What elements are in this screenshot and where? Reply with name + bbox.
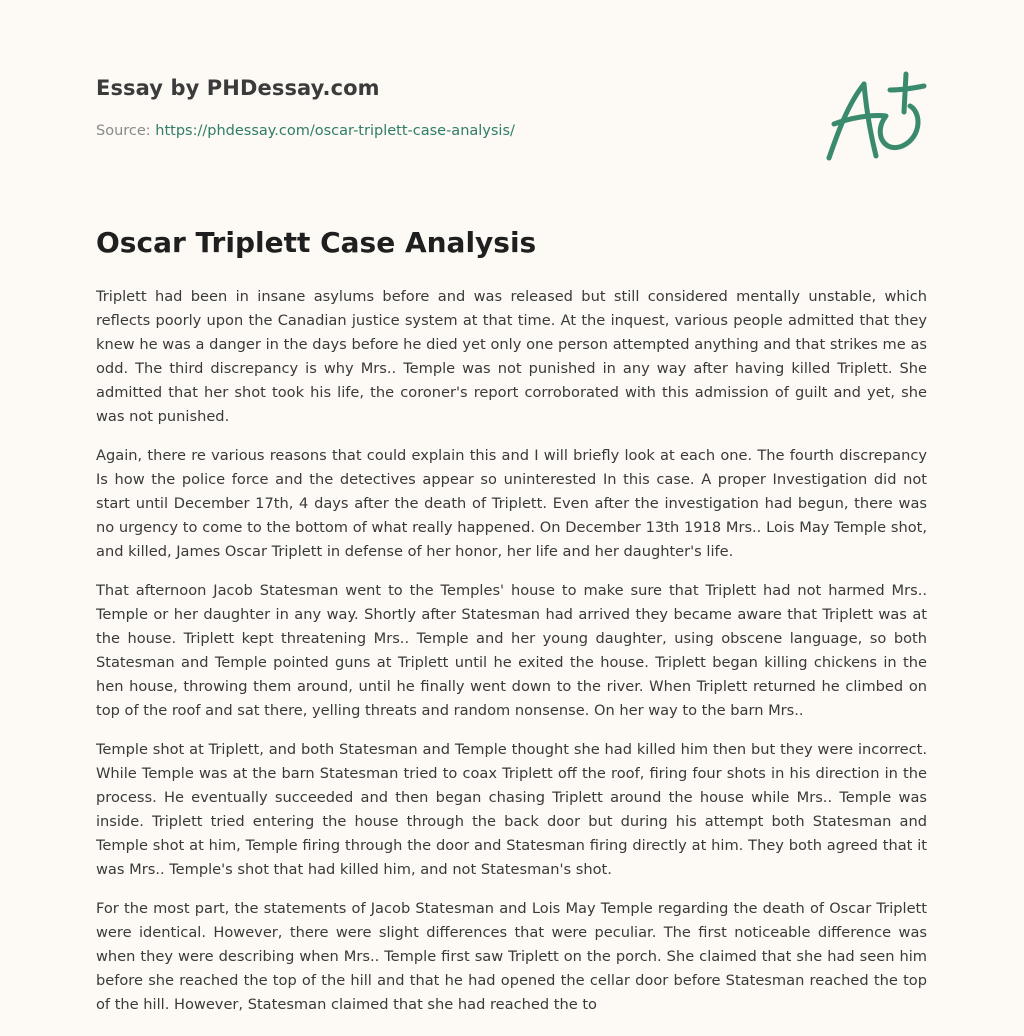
brand-title: Essay by PHDessay.com: [96, 76, 380, 100]
essay-body: [96, 285, 927, 1032]
paragraph: That afternoon Jacob Statesman went to the Temples' house to make sure that Triplett had not harmed Mrs.. Temple or her daughter in any way. Shortly after Statesman had arrived they became aware that Triplett was at the house. Triplett kept threatening Mrs.. Temple and her young daughter, using obscene language, so both Statesman and Temple pointed guns at Triplett until he exited the house. Triplett began killing chickens in the hen house, throwing them around, until he finally went down to the river. When Triplett returned he climbed on top of the roof and sat there, yelling threats and random nonsense. On her way to the barn Mrs..: [96, 582, 927, 719]
source-line: [96, 123, 515, 139]
source-label: Source:: [96, 123, 156, 139]
page-title: Oscar Triplett Case Analysis: [96, 226, 537, 259]
paragraph: Triplett had been in insane asylums before and was released but still considered mentally unstable, which reflects poorly upon the Canadian justice system at that time. At the inquest, various people admitted that they knew he was a danger in the days before he died yet only one person attempted anything and that strikes me as odd. The third discrepancy is why Mrs.. Temple was not punished in any way after having killed Triplett. She admitted that her shot took his life, the coroner's report corroborated with this admission of guilt and yet, she was not punished.: [96, 288, 927, 425]
a-plus-grade-icon: [820, 66, 930, 166]
source-link[interactable]: https://phdessay.com/oscar-triplett-case-analysis/: [155, 123, 515, 139]
paragraph: Again, there re various reasons that could explain this and I will briefly look at each one. The fourth discrepancy Is how the police force and the detectives appear so uninterested In this case. A proper Investigation did not start until December 17th, 4 days after the death of Triplett. Even after the investigation had begun, there was no urgency to come to the bottom of what really happened. On December 13th 1918 Mrs.. Lois May Temple shot, and killed, James Oscar Triplett in defense of her honor, her life and her daughter's life.: [96, 447, 927, 560]
document-header: [96, 76, 515, 139]
paragraph: For the most part, the statements of Jacob Statesman and Lois May Temple regarding the death of Oscar Triplett were identical. However, there were slight differences that were peculiar. The first noticeable difference was when they were describing when Mrs.. Temple first saw Triplett on the porch. She claimed that she had seen him before she reached the top of the hill and that he had opened the cellar door before Statesman reached the top of the hill. However, Statesman claimed that she had reached the to: [96, 900, 927, 1013]
paragraph: Temple shot at Triplett, and both Statesman and Temple thought she had killed him then but they were incorrect. While Temple was at the barn Statesman tried to coax Triplett off the roof, firing four shots in his direction in the process. He eventually succeeded and then began chasing Triplett around the house while Mrs.. Temple was inside. Triplett tried entering the house through the back door but during his attempt both Statesman and Temple shot at him, Temple firing through the door and Statesman firing directly at him. They both agreed that it was Mrs.. Temple's shot that had killed him, and not Statesman's shot.: [96, 741, 927, 878]
